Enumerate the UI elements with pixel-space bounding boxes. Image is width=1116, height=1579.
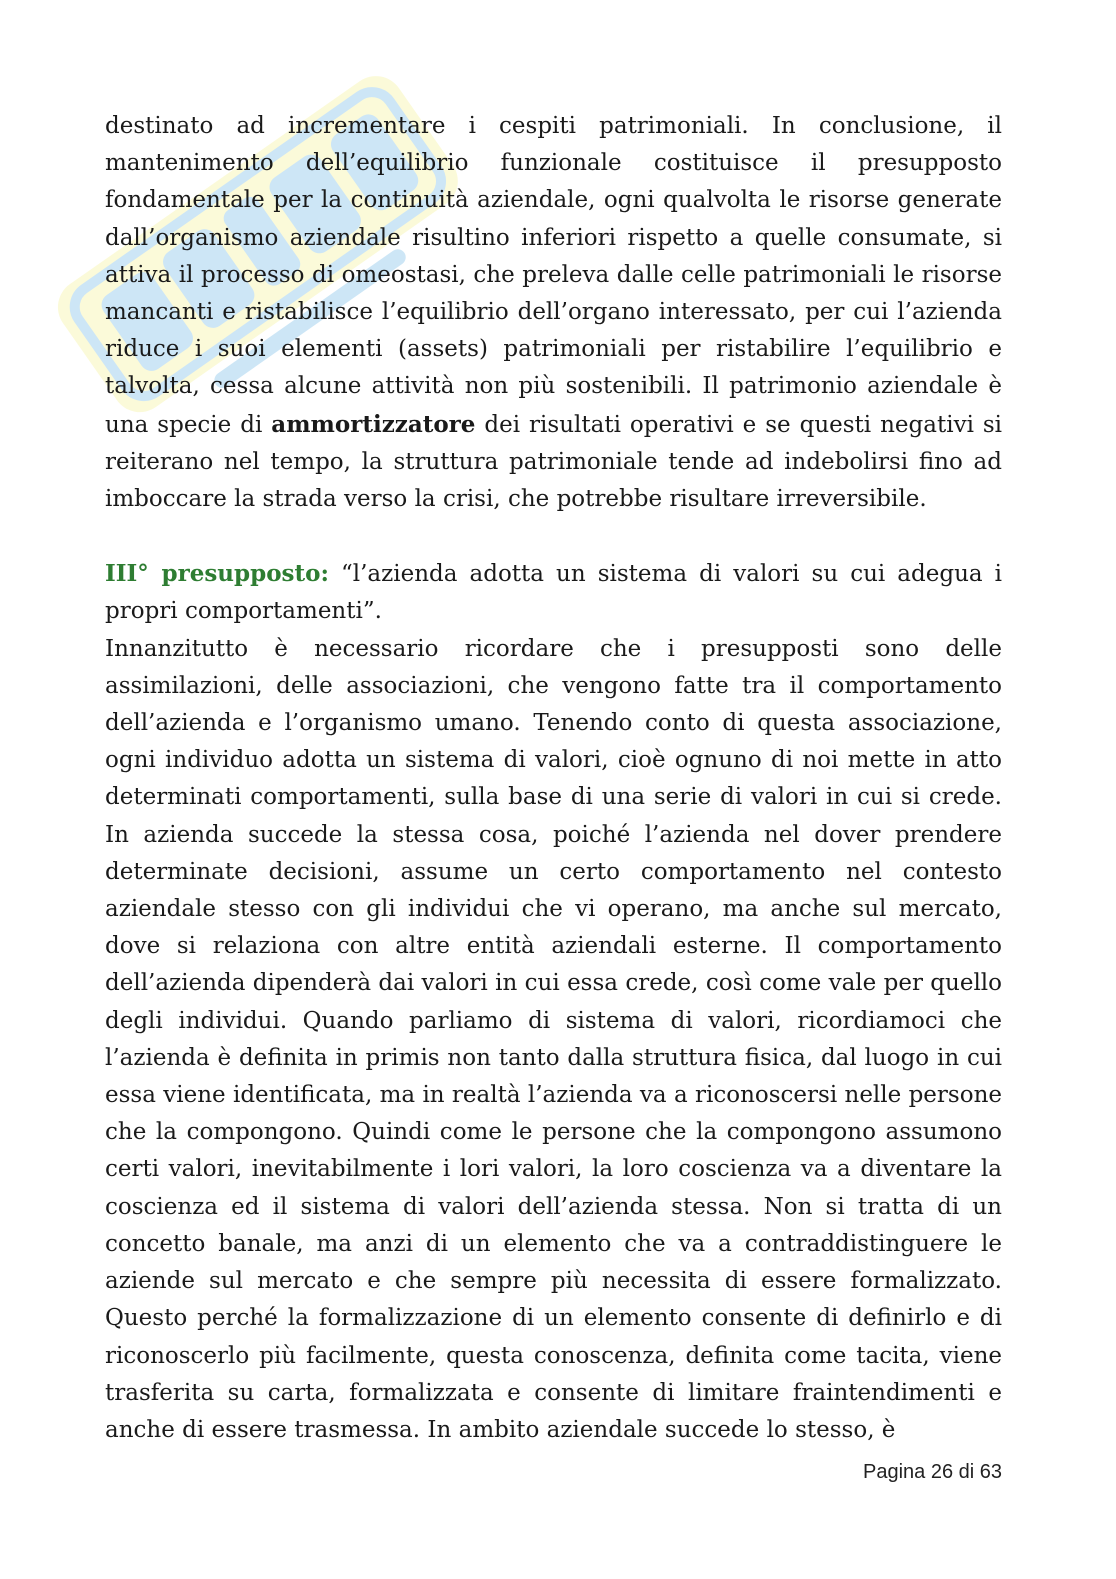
paragraph-continuation bbox=[105, 108, 1002, 518]
paragraph-spacer bbox=[105, 518, 1002, 555]
section-heading: III° presupposto: bbox=[105, 560, 329, 588]
bold-term: ammortizzatore bbox=[271, 410, 476, 438]
section-quote: “l’azienda adotta un sistema di valori su cui adegua i propri comportamenti”. bbox=[105, 561, 1003, 625]
paragraph-text: destinato ad incrementare i cespiti patrimoniali. In conclusione, il mantenimento dell’equilibrio funzionale costituisce il presupposto fondamentale per la continuità aziendale, ogni qualvolta le risorse generate dall’organismo aziendale risultino inferiori rispetto a quelle consumate, si attiva il processo di omeostasi, che preleva dalle celle patrimoniali le risorse mancanti e ristabilisce l’equilibrio dell’organo interessato, per cui l’azienda riduce i suoi elementi (assets) patrimoniali per ristabilire l’equilibrio e talvolta, cessa alcune attività non più sostenibili. Il patrimonio aziendale è una specie di bbox=[105, 113, 1002, 438]
paragraph-text: dei risultati operativi e se questi negativi si reiterano nel tempo, la struttura patrimoniale tende ad indebolirsi fino ad imboccare la strada verso la crisi, che potrebbe risultare irreversibile. bbox=[105, 411, 1003, 513]
section-heading-paragraph bbox=[105, 555, 1002, 630]
paragraph-body: Innanzitutto è necessario ricordare che i presupposti sono delle assimilazioni, delle associazioni, che vengono fatte tra il comportamento dell’azienda e l’organismo umano. Tenendo conto di questa associazione, ogni individuo adotta un sistema di valori, cioè ognuno di noi mette in atto determinati comportamenti, sulla base di una serie di valori in cui si crede. In azienda succede la stessa cosa, poiché l’azienda nel dover prendere determinate decisioni, assume un certo comportamento nel contesto aziendale stesso con gli individui che vi operano, ma anche sul mercato, dove si relaziona con altre entità aziendali esterne. Il comportamento dell’azienda dipenderà dai valori in cui essa crede, così come vale per quello degli individui. Quando parliamo di sistema di valori, ricordiamoci che l’azienda è definita in primis non tanto dalla struttura fisica, dal luogo in cui essa viene identificata, ma in realtà l’azienda va a riconoscersi nelle persone che la compongono. Quindi come le persone che la compongono assumono certi valori, inevitabilmente i lori valori, la loro coscienza va a diventare la coscienza ed il sistema di valori dell’azienda stessa. Non si tratta di un concetto banale, ma anzi di un elemento che va a contraddistinguere le aziende sul mercato e che sempre più necessita di essere formalizzato. Questo perché la formalizzazione di un elemento consente di definirlo e di riconoscerlo più facilmente, questa conoscenza, definita come tacita, viene trasferita su carta, formalizzata e consente di limitare fraintendimenti e anche di essere trasmessa. In ambito aziendale succede lo stesso, è bbox=[105, 635, 1002, 1443]
document-body bbox=[105, 108, 1002, 1449]
page-number: Pagina 26 di 63 bbox=[862, 1461, 1002, 1483]
